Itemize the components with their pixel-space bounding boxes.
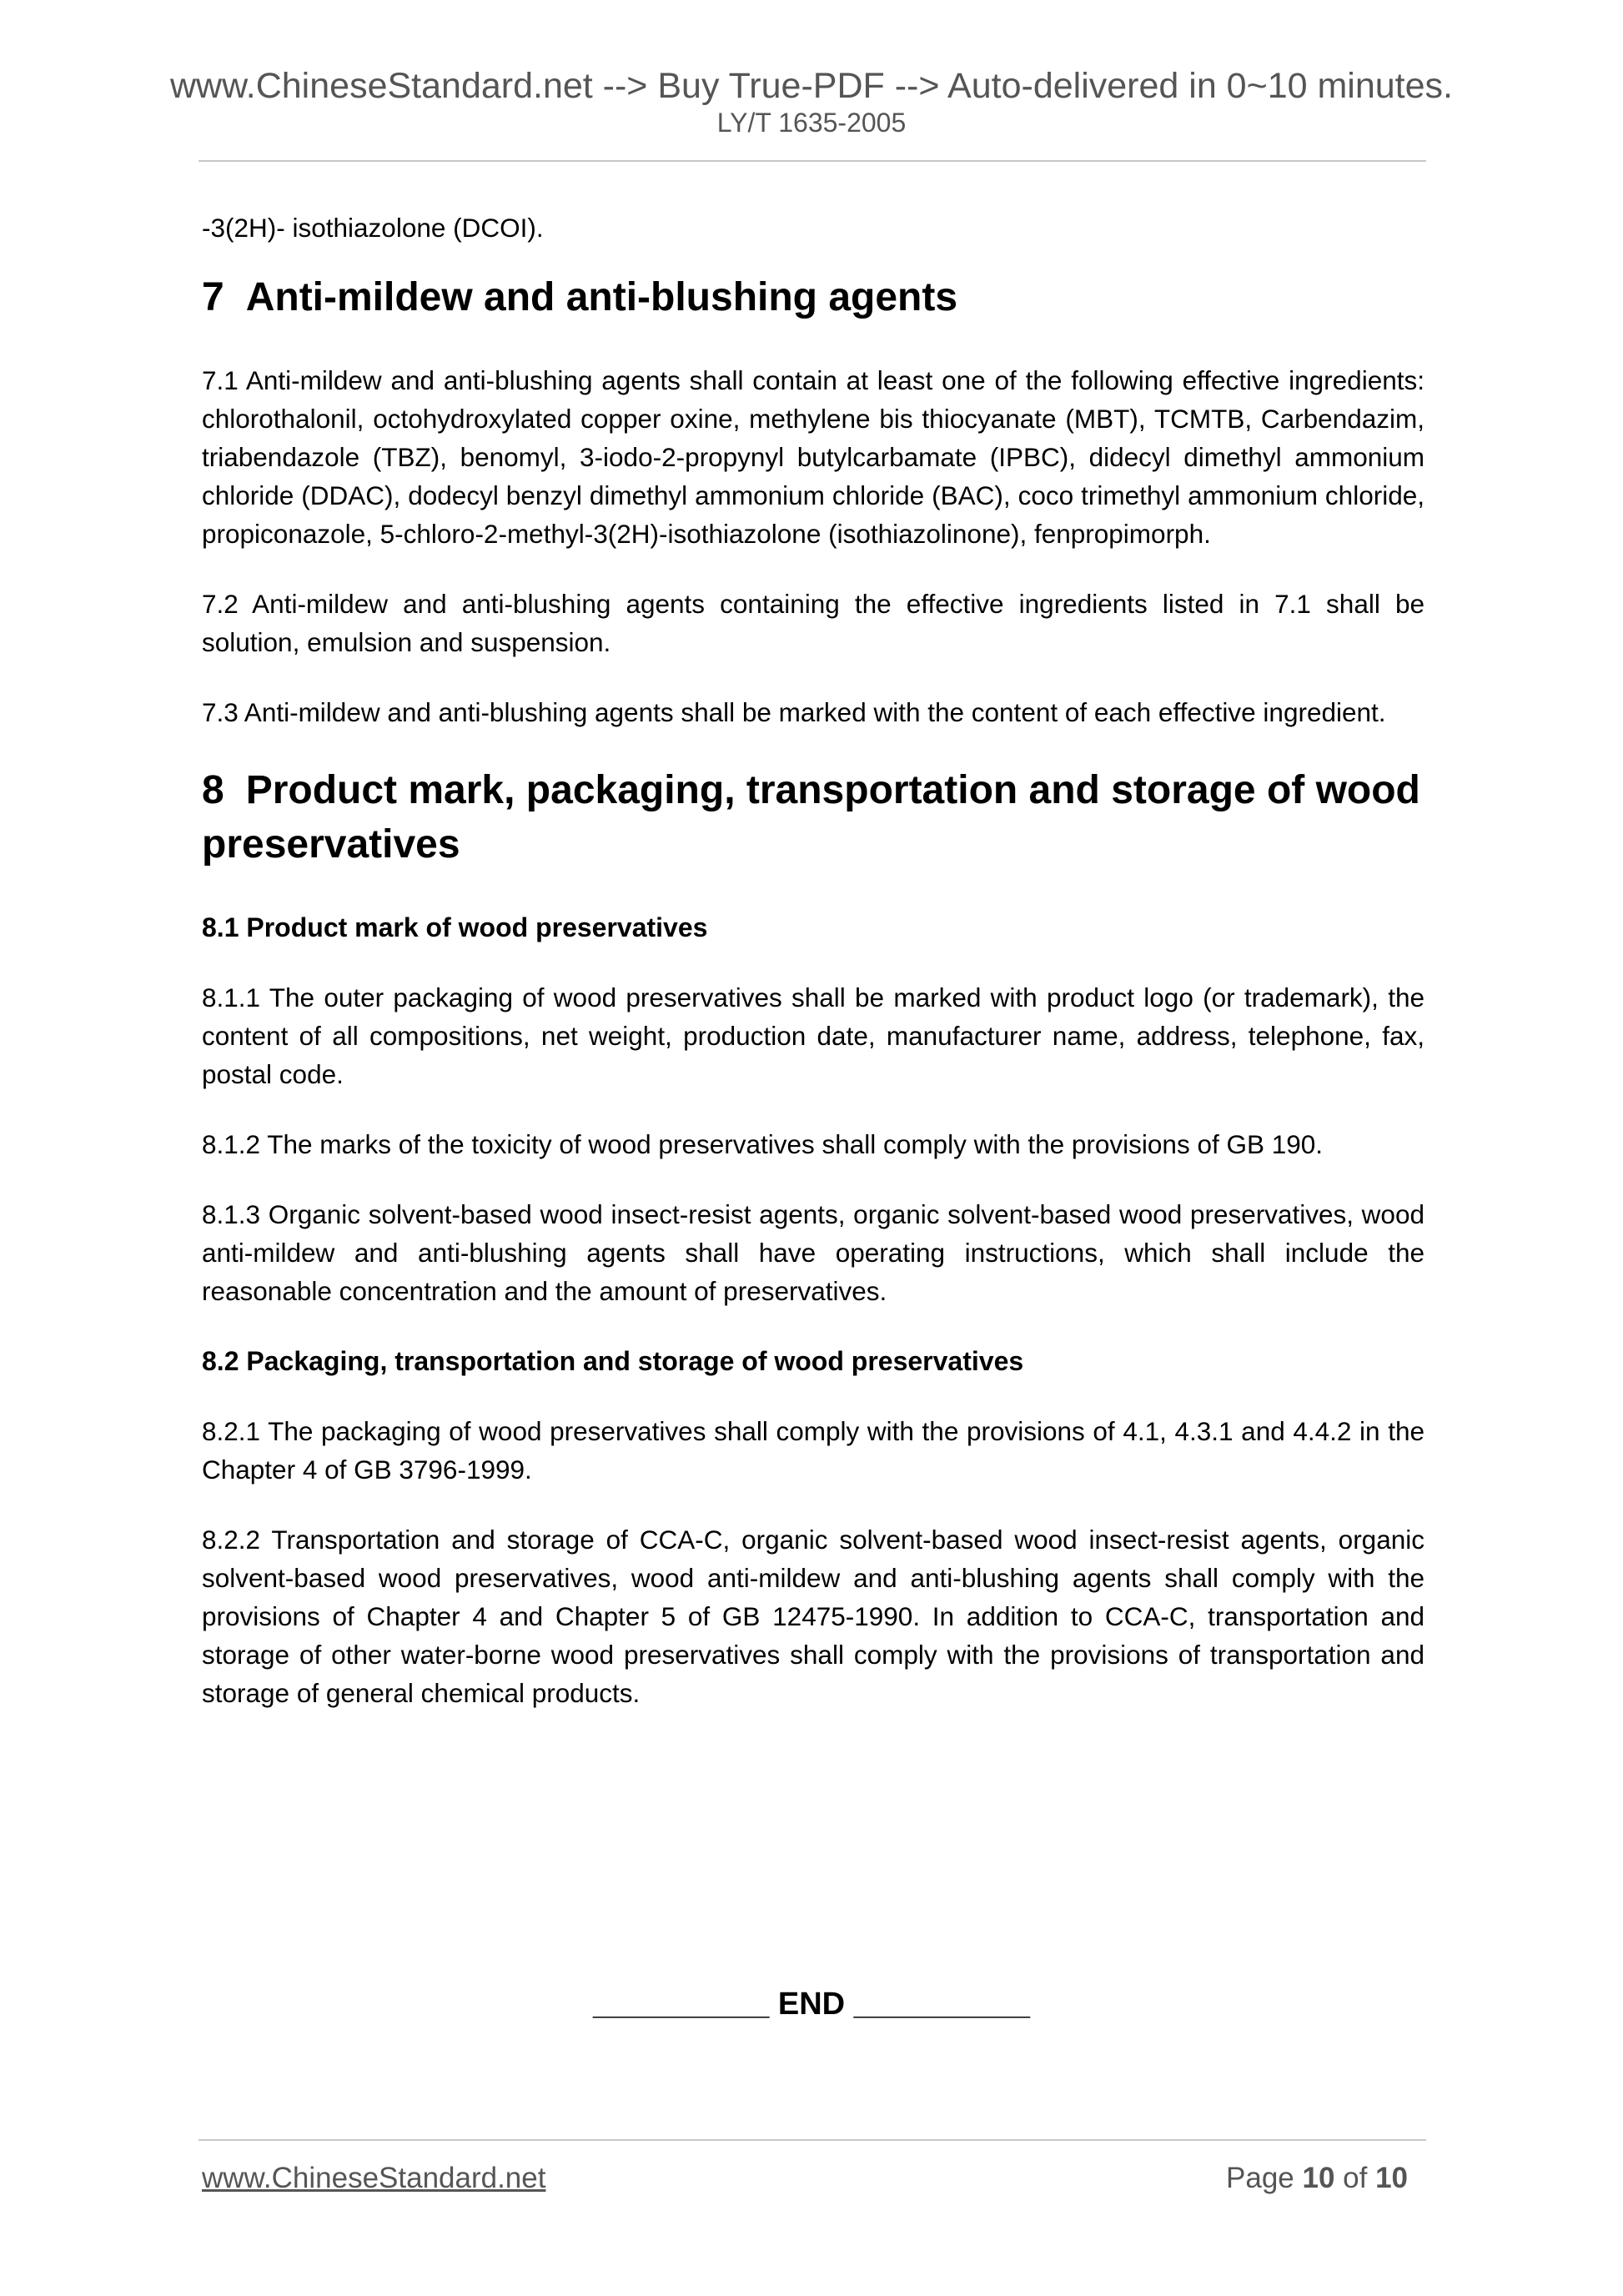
- page-prefix: Page: [1226, 2162, 1303, 2194]
- continuation-text: -3(2H)- isothiazolone (DCOI).: [202, 213, 544, 243]
- section-7-title: Anti-mildew and anti-blushing agents: [245, 275, 958, 319]
- document-body: [202, 208, 1425, 1744]
- section-7-heading: [202, 270, 1425, 324]
- clause-7-2: 7.2 Anti-mildew and anti-blushing agents containing the effective ingredients listed in 7.1 shall be solution, emulsion and suspension.: [202, 589, 1425, 657]
- footer-divider: [198, 2139, 1426, 2141]
- clause-8-1-3: 8.1.3 Organic solvent-based wood insect-resist agents, organic solvent-based wood preservatives, wood anti-mildew and anti-blushing agents shall have operating instructions, which shall include the reasonable concentration and the amount of preservatives.: [202, 1199, 1425, 1306]
- footer-website-link[interactable]: www.ChineseStandard.net: [202, 2162, 546, 2194]
- subsection-8-1-heading: 8.1 Product mark of wood preservatives: [202, 912, 708, 942]
- end-marker: __________ END __________: [592, 1987, 1031, 2022]
- header-divider: [198, 160, 1426, 162]
- standard-code: LY/T 1635-2005: [716, 108, 907, 138]
- page-total: 10: [1375, 2162, 1408, 2194]
- page-number: [1226, 2162, 1408, 2195]
- clause-8-1-2: 8.1.2 The marks of the toxicity of wood preservatives shall comply with the provisions of GB 190.: [202, 1129, 1324, 1159]
- page-current: 10: [1302, 2162, 1335, 2194]
- header-banner[interactable]: www.ChineseStandard.net --> Buy True-PDF --> Auto-delivered in 0~10 minutes.: [169, 66, 1453, 106]
- clause-8-1-1: 8.1.1 The outer packaging of wood preservatives shall be marked with product logo (or trademark), the content of all compositions, net weight, production date, manufacturer name, address, telephone, fax, postal code.: [202, 982, 1425, 1089]
- subsection-8-2-heading: 8.2 Packaging, transportation and storage of wood preservatives: [202, 1346, 1024, 1376]
- section-8-heading: [202, 763, 1425, 872]
- clause-7-1: 7.1 Anti-mildew and anti-blushing agents shall contain at least one of the following effective ingredients: chlorothalonil, octohydroxylated copper oxine, methylene bis thiocyanate (MBT), TCMTB, Carbendazim, triabendazole (TBZ), benomyl, 3-iodo-2-propynyl butylcarbamate (IPBC), didecyl dimethyl ammonium chloride (DDAC), dodecyl benzyl dimethyl ammonium chloride (BAC), coco trimethyl ammonium chloride, propiconazole, 5-chloro-2-methyl-3(2H)-isothiazolone (isothiazolinone), fenpropimorph.: [202, 365, 1425, 549]
- section-8-title: Product mark, packaging, transportation and storage of wood preservatives: [202, 768, 1420, 867]
- clause-7-3: 7.3 Anti-mildew and anti-blushing agents shall be marked with the content of each effective ingredient.: [202, 697, 1386, 727]
- clause-8-2-1: 8.2.1 The packaging of wood preservatives shall comply with the provisions of 4.1, 4.3.1 and 4.4.2 in the Chapter 4 of GB 3796-1999.: [202, 1416, 1425, 1485]
- section-7-number: 7: [202, 275, 224, 319]
- section-8-number: 8: [202, 768, 224, 812]
- page-mid: of: [1334, 2162, 1376, 2194]
- clause-8-2-2: 8.2.2 Transportation and storage of CCA-C, organic solvent-based wood insect-resist agents, organic solvent-based wood preservatives, wood anti-mildew and anti-blushing agents shall comply with the provisions of Chapter 4 and Chapter 5 of GB 12475-1990. In addition to CCA-C, transportation and storage of other water-borne wood preservatives shall comply with the provisions of transportation and storage of general chemical products.: [202, 1525, 1425, 1708]
